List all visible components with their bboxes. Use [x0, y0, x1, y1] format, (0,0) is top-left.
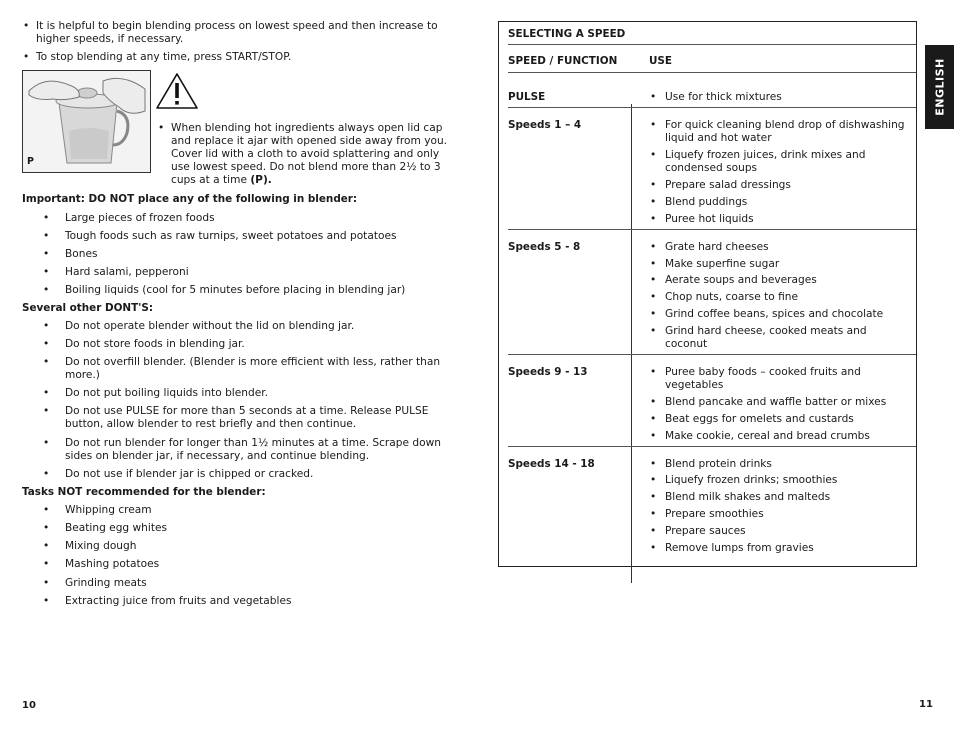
table-title: SELECTING A SPEED	[508, 28, 626, 40]
tasks-item: • Grinding meats	[43, 577, 147, 589]
page-number-left: 10	[22, 700, 36, 711]
hot-ingredients-warning: • When blending hot ingredients always open lid cap and replace it ajar with opened side away from you. Cover lid with a cloth to avoid splattering and only use lowest speed. Do not blend more than 2½ to 3 cups at a time (P).	[158, 122, 448, 186]
speed-table	[498, 21, 917, 567]
table-divider	[508, 446, 916, 447]
use-item: • Blend protein drinks	[650, 458, 772, 470]
column-header-use: USE	[649, 55, 673, 67]
use-item: • Liquefy frozen juices, drink mixes and condensed soups	[650, 149, 866, 174]
use-item: • Puree baby foods – cooked fruits and vegetables	[650, 366, 861, 391]
use-item: • Make superfine sugar	[650, 258, 780, 270]
tasks-heading: Tasks NOT recommended for the blender:	[22, 486, 266, 498]
speed-label-9-13: Speeds 9 - 13	[508, 366, 588, 378]
use-item: • Puree hot liquids	[650, 213, 754, 225]
language-tab-label: ENGLISH	[933, 58, 946, 116]
use-item: • Aerate soups and beverages	[650, 274, 817, 286]
intro-bullet-2: • To stop blending at any time, press START/STOP.	[23, 51, 292, 63]
table-divider	[508, 229, 916, 230]
language-tab	[925, 45, 954, 129]
tasks-item: • Beating egg whites	[43, 522, 168, 534]
donts-item: • Do not operate blender without the lid on blending jar.	[43, 320, 355, 332]
speed-label-1-4: Speeds 1 – 4	[508, 119, 582, 131]
use-item: • Make cookie, cereal and bread crumbs	[650, 430, 870, 442]
use-item: • Grind hard cheese, cooked meats and coconut	[650, 325, 867, 350]
use-item: • Grind coffee beans, spices and chocolate	[650, 308, 884, 320]
use-item: • Blend milk shakes and malteds	[650, 491, 831, 503]
speed-label-pulse: PULSE	[508, 91, 546, 103]
donts-item: • Do not put boiling liquids into blender.	[43, 387, 268, 399]
important-item: • Hard salami, pepperoni	[43, 266, 189, 278]
donts-item: • Do not overfill blender. (Blender is more efficient with less, rather than more.)	[43, 356, 441, 381]
use-item: • Beat eggs for omelets and custards	[650, 413, 854, 425]
tasks-item: • Extracting juice from fruits and vegetables	[43, 595, 292, 607]
blender-illustration	[23, 71, 150, 172]
donts-item: • Do not run blender for longer than 1½ minutes at a time. Scrape down sides on blender jar, if necessary, and continue blending.	[43, 437, 441, 462]
table-divider	[508, 354, 916, 355]
donts-item: • Do not use if blender jar is chipped or cracked.	[43, 468, 314, 480]
tasks-item: • Mashing potatoes	[43, 558, 160, 570]
tasks-item: • Whipping cream	[43, 504, 152, 516]
important-item: • Tough foods such as raw turnips, sweet potatoes and potatoes	[43, 230, 397, 242]
use-item: • Blend puddings	[650, 196, 748, 208]
use-item: • Prepare smoothies	[650, 508, 764, 520]
use-item: • For quick cleaning blend drop of dishwashing liquid and hot water	[650, 119, 905, 144]
important-item: • Bones	[43, 248, 98, 260]
warning-triangle-icon	[155, 72, 199, 113]
use-item: • Liquefy frozen drinks; smoothies	[650, 474, 838, 486]
column-header-function: SPEED / FUNCTION	[508, 55, 618, 67]
use-item: • Prepare salad dressings	[650, 179, 791, 191]
table-divider	[508, 107, 916, 108]
important-item: • Large pieces of frozen foods	[43, 212, 215, 224]
blender-hot-liquid-photo	[22, 70, 151, 173]
table-divider	[508, 72, 916, 73]
speed-label-5-8: Speeds 5 - 8	[508, 241, 581, 253]
column-divider	[631, 104, 632, 583]
photo-label: P	[27, 156, 34, 167]
intro-bullet-1: • It is helpful to begin blending process on lowest speed and then increase to higher speeds, if necessary.	[23, 20, 438, 45]
table-divider	[508, 44, 916, 45]
use-item: • Remove lumps from gravies	[650, 542, 814, 554]
important-item: • Boiling liquids (cool for 5 minutes before placing in blending jar)	[43, 284, 406, 296]
donts-item: • Do not store foods in blending jar.	[43, 338, 245, 350]
speed-label-14-18: Speeds 14 - 18	[508, 458, 595, 470]
page-number-right: 11	[919, 699, 933, 710]
use-item: • Chop nuts, coarse to fine	[650, 291, 798, 303]
donts-heading: Several other DONT'S:	[22, 302, 154, 314]
use-item: • Use for thick mixtures	[650, 91, 782, 103]
use-item: • Blend pancake and waffle batter or mixes	[650, 396, 887, 408]
donts-item: • Do not use PULSE for more than 5 seconds at a time. Release PULSE button, allow blender to rest briefly and then continue.	[43, 405, 429, 430]
use-item: • Prepare sauces	[650, 525, 746, 537]
use-item: • Grate hard cheeses	[650, 241, 769, 253]
important-heading: Important: DO NOT place any of the following in blender:	[22, 193, 358, 205]
tasks-item: • Mixing dough	[43, 540, 137, 552]
